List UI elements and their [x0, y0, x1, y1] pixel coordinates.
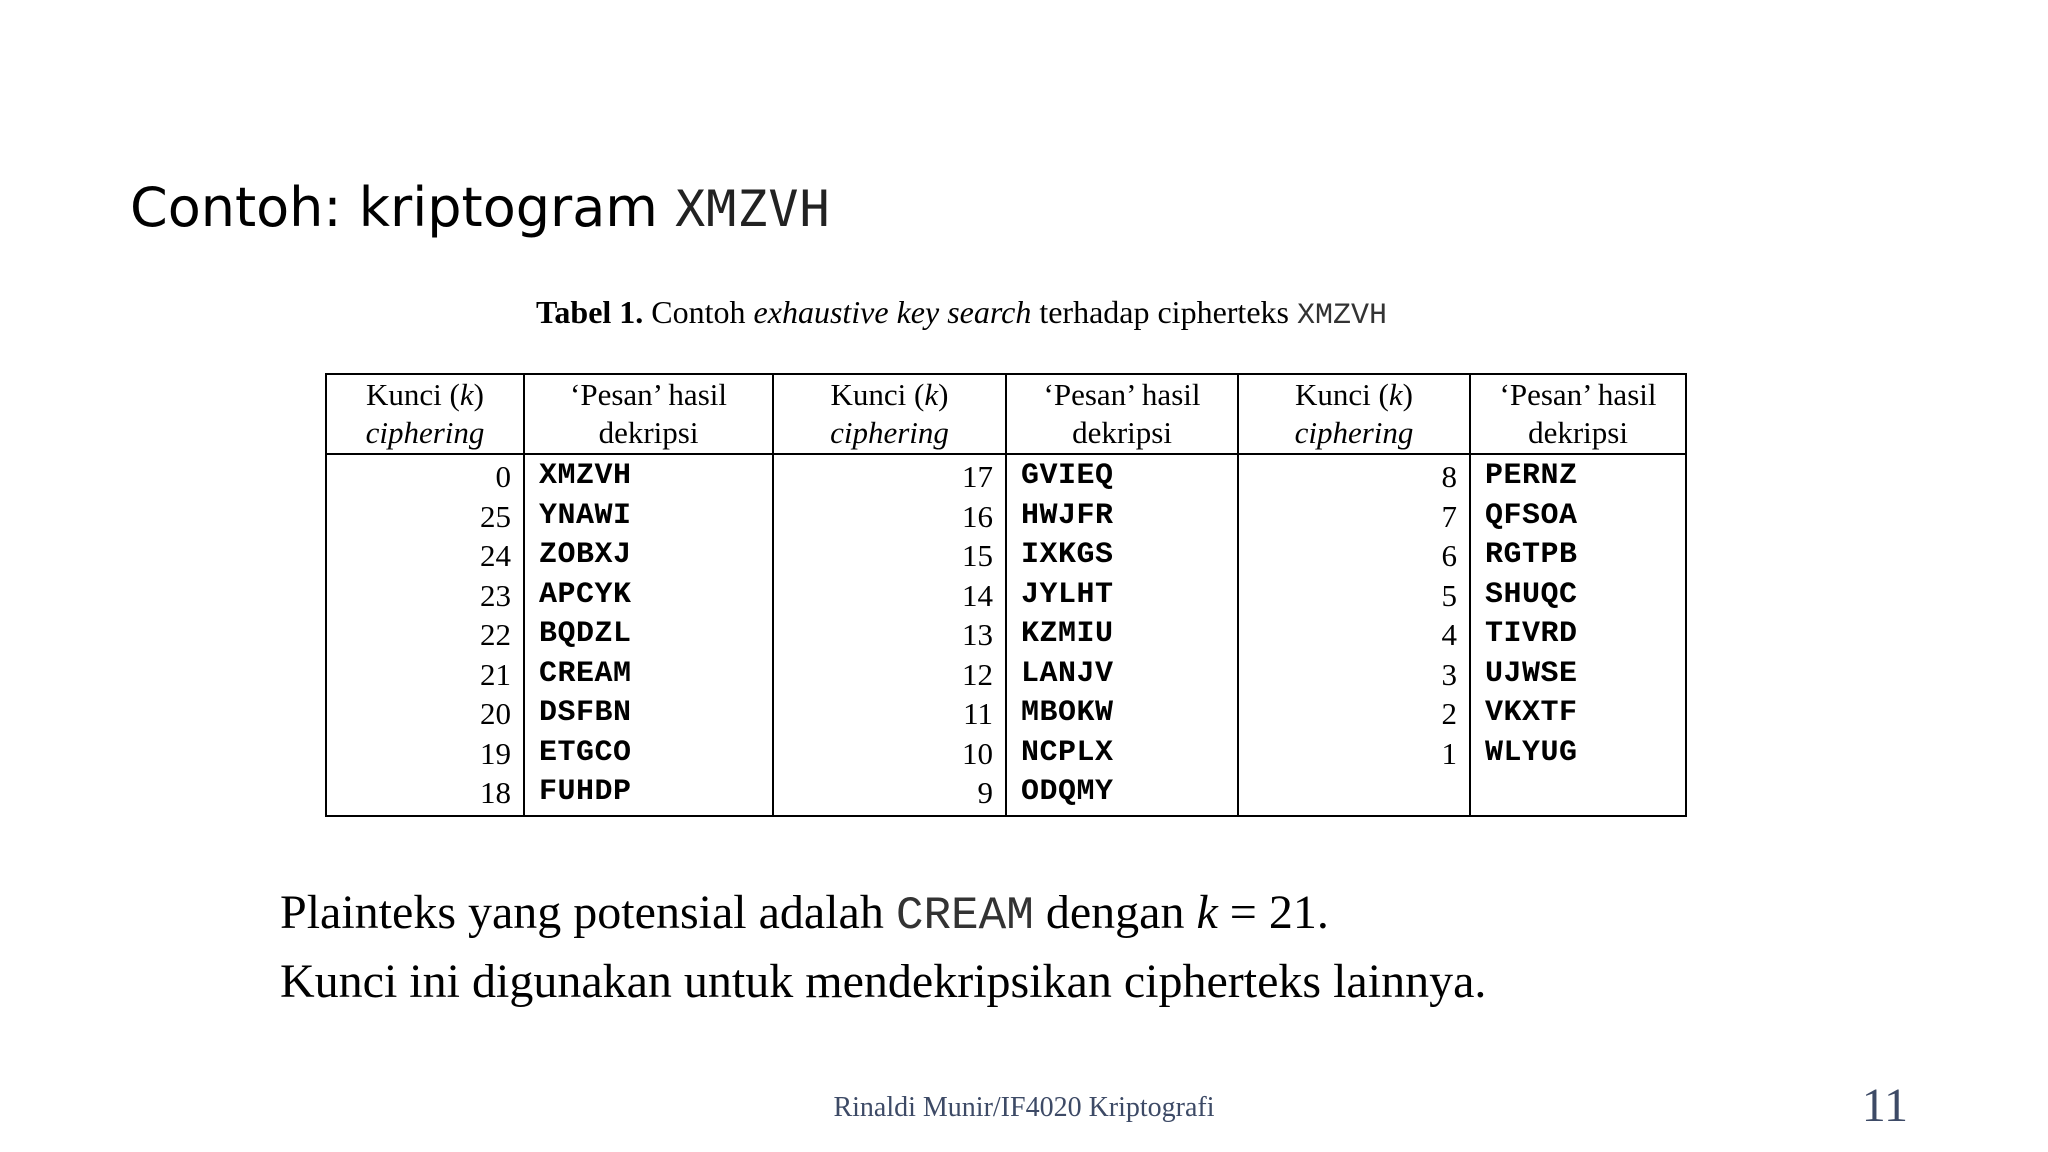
header-key-2: Kunci (k) ciphering [773, 374, 1006, 454]
key-value: 9 [977, 775, 993, 810]
key-value: 8 [1441, 459, 1457, 494]
conclusion-line-1: Plainteks yang potensial adalah CREAM dengan k = 21. [280, 886, 1329, 942]
decrypted-message: NCPLX [1021, 735, 1114, 770]
table-caption [536, 292, 1387, 336]
caption-ciphertext: XMZVH [1296, 299, 1387, 333]
footer-credit: Rinaldi Munir/IF4020 Kriptografi [833, 1092, 1215, 1123]
key-value: 0 [495, 459, 511, 494]
caption-text-2: terhadap cipherteks [1031, 294, 1297, 330]
decrypted-message: SHUQC [1485, 577, 1578, 612]
key-value: 7 [1441, 498, 1457, 534]
key-value: 12 [962, 656, 993, 692]
decrypted-message: UJWSE [1485, 656, 1578, 691]
decrypted-message: BQDZL [539, 617, 632, 651]
message-column-1 [524, 454, 773, 816]
key-value: 21 [480, 656, 511, 692]
decrypted-message: HWJFR [1021, 498, 1114, 533]
decrypted-message: IXKGS [1021, 538, 1114, 572]
key-column-1 [326, 454, 524, 816]
decrypted-message: LANJV [1021, 656, 1114, 691]
page-number: 11 [1861, 1079, 1908, 1132]
decrypted-message: PERNZ [1485, 459, 1578, 493]
plaintext-code: CREAM [895, 890, 1034, 942]
title-ciphertext: XMZVH [675, 180, 831, 238]
key-search-table [325, 373, 1687, 817]
message-column-2 [1006, 454, 1238, 816]
decrypted-message: DSFBN [539, 696, 632, 730]
message-column-3 [1470, 454, 1686, 816]
caption-italic: exhaustive key search [753, 294, 1032, 330]
key-column-3 [1238, 454, 1470, 816]
key-value: 24 [480, 538, 511, 573]
key-value: 1 [1441, 735, 1457, 771]
header-key-1: Kunci (k) ciphering [326, 374, 524, 454]
table-header-row [326, 374, 1686, 454]
key-value: 3 [1441, 656, 1457, 692]
key-value: 20 [480, 696, 511, 731]
title-prefix: Contoh: kriptogram [130, 176, 676, 239]
table-body-row [326, 454, 1686, 816]
caption-label: Tabel 1. [536, 294, 644, 330]
key-value: 14 [962, 577, 993, 613]
key-value: 23 [480, 577, 511, 613]
conclusion-line-2: Kunci ini digunakan untuk mendekripsikan cipherteks lainnya. [280, 955, 1487, 1008]
decrypted-message: JYLHT [1021, 577, 1114, 612]
key-value: 17 [962, 459, 993, 494]
header-message-2: ‘Pesan’ hasil dekripsi [1006, 374, 1238, 454]
header-message-1: ‘Pesan’ hasil dekripsi [524, 374, 773, 454]
header-key-3: Kunci (k) ciphering [1238, 374, 1470, 454]
decrypted-message: XMZVH [539, 459, 632, 493]
key-value: 25 [480, 498, 511, 534]
key-value: 10 [962, 735, 993, 771]
decrypted-message: ZOBXJ [539, 538, 632, 572]
decrypted-message: ODQMY [1021, 775, 1114, 809]
decrypted-message: APCYK [539, 577, 632, 612]
key-value: 11 [963, 696, 993, 731]
decrypted-message: MBOKW [1021, 696, 1114, 730]
key-value: 22 [480, 617, 511, 652]
key-value: 5 [1441, 577, 1457, 613]
header-message-3: ‘Pesan’ hasil dekripsi [1470, 374, 1686, 454]
decrypted-message: GVIEQ [1021, 459, 1114, 493]
caption-text-1: Contoh [643, 294, 754, 330]
key-value: 16 [962, 498, 993, 534]
key-value: 15 [962, 538, 993, 573]
conclusion-text [280, 880, 1486, 1015]
decrypted-message: TIVRD [1485, 617, 1578, 651]
decrypted-message: YNAWI [539, 498, 632, 533]
key-value: 4 [1441, 617, 1457, 652]
decrypted-message: WLYUG [1485, 735, 1578, 770]
decrypted-message: ETGCO [539, 735, 632, 770]
slide-title [130, 172, 831, 245]
key-column-2 [773, 454, 1006, 816]
decrypted-message: KZMIU [1021, 617, 1114, 651]
decrypted-message: RGTPB [1485, 538, 1578, 572]
decrypted-message: FUHDP [539, 775, 632, 809]
decrypted-message: CREAM [539, 656, 632, 691]
key-value: 13 [962, 617, 993, 652]
key-value: 18 [480, 775, 511, 810]
key-value: 6 [1441, 538, 1457, 573]
key-value: 19 [480, 735, 511, 771]
decrypted-message: QFSOA [1485, 498, 1578, 533]
decrypted-message: VKXTF [1485, 696, 1578, 730]
key-value: 2 [1441, 696, 1457, 731]
